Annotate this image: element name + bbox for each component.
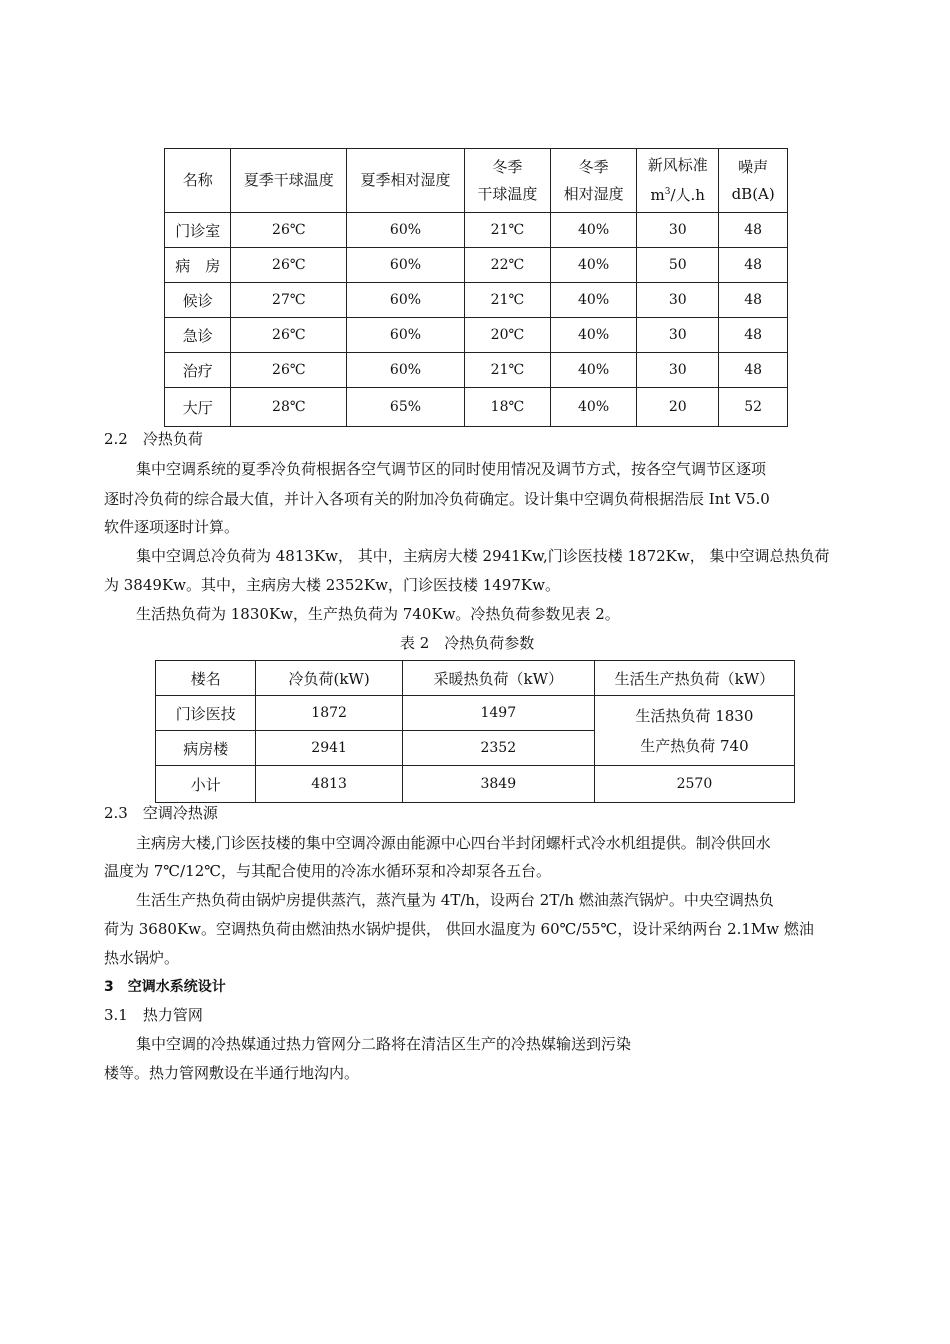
table-cell: 60%	[347, 213, 465, 248]
table-cell: 22℃	[464, 248, 550, 283]
table-row	[165, 353, 788, 388]
paragraph-line: 生活热负荷为 1830Kw，生产热负荷为 740Kw。冷热负荷参数见表 2。	[136, 605, 620, 623]
paragraph-line: 主病房大楼,门诊医技楼的集中空调冷源由能源中心四台半封闭螺杆式冷水机组提供。制冷供回水	[136, 834, 771, 852]
table-cell: 30	[637, 353, 719, 388]
table-cell: 48	[719, 353, 788, 388]
table-cell: 门诊医技	[156, 696, 256, 731]
table-cell: 18℃	[464, 388, 550, 427]
cooling-heating-load-table	[155, 660, 795, 803]
table-cell: 52	[719, 388, 788, 427]
table-cell: 26℃	[231, 213, 347, 248]
table-header-row	[156, 661, 795, 696]
table-cell: 40%	[551, 353, 637, 388]
table-cell: 门诊室	[165, 213, 231, 248]
table-cell: 21℃	[464, 353, 550, 388]
table-caption: 表 2 冷热负荷参数	[400, 634, 535, 652]
table-cell: 48	[719, 213, 788, 248]
table-cell: 26℃	[231, 248, 347, 283]
col-header-building: 楼名	[156, 661, 256, 696]
table-cell: 50	[637, 248, 719, 283]
paragraph-line: 生活生产热负荷由锅炉房提供蒸汽，蒸汽量为 4T/h，设两台 2T/h 燃油蒸汽锅炉。中央空调热负	[136, 891, 774, 909]
table-cell: 48	[719, 283, 788, 318]
table-cell: 大厅	[165, 388, 231, 427]
table-cell: 20	[637, 388, 719, 427]
table-header-row	[165, 149, 788, 213]
paragraph-line: 温度为 7℃/12℃，与其配合使用的冷冻水循环泵和冷却泵各五台。	[104, 862, 552, 880]
table-cell: 21℃	[464, 283, 550, 318]
paragraph-line: 集中空调系统的夏季冷负荷根据各空气调节区的同时使用情况及调节方式，按各空气调节区逐项	[136, 460, 767, 478]
table-cell: 病 房	[165, 248, 231, 283]
table-row	[165, 213, 788, 248]
section-heading-2-2: 2.2 冷热负荷	[104, 430, 203, 448]
col-header-cooling-load: 冷负荷(kW)	[256, 661, 402, 696]
section-heading-3-1: 3.1 热力管网	[104, 1006, 203, 1024]
merged-line: 生产热负荷 740	[640, 736, 749, 755]
merged-cell-process-load	[594, 696, 794, 766]
table-cell: 65%	[347, 388, 465, 427]
paragraph-line: 软件逐项逐时计算。	[104, 518, 240, 536]
col-header-summer-dry-bulb: 夏季干球温度	[231, 149, 347, 213]
table-row	[156, 696, 795, 731]
table-cell: 治疗	[165, 353, 231, 388]
paragraph-line: 集中空调的冷热媒通过热力管网分二路将在清洁区生产的冷热媒输送到污染	[136, 1035, 632, 1053]
table-cell: 26℃	[231, 318, 347, 353]
table-cell: 4813	[256, 766, 402, 803]
paragraph-line: 荷为 3680Kw。空调热负荷由燃油热水锅炉提供， 供回水温度为 60℃/55℃，设计采纳两台 2.1Mw 燃油	[104, 920, 814, 938]
table-cell: 1497	[402, 696, 594, 731]
paragraph-line: 为 3849Kw。其中，主病房大楼 2352Kw，门诊医技楼 1497Kw。	[104, 576, 560, 594]
col-header-winter-humidity: 冬季 相对湿度	[551, 149, 637, 213]
table-cell: 30	[637, 213, 719, 248]
table-cell: 60%	[347, 283, 465, 318]
table-cell: 2352	[402, 731, 594, 766]
table-cell: 1872	[256, 696, 402, 731]
col-header-winter-dry-bulb: 冬季 干球温度	[464, 149, 550, 213]
table-cell: 病房楼	[156, 731, 256, 766]
paragraph-line: 集中空调总冷负荷为 4813Kw， 其中，主病房大楼 2941Kw,门诊医技楼 1872Kw， 集中空调总热负荷	[136, 547, 830, 565]
table-row	[165, 318, 788, 353]
col-header-name: 名称	[165, 149, 231, 213]
table-cell: 急诊	[165, 318, 231, 353]
table-cell: 48	[719, 318, 788, 353]
table-cell: 27℃	[231, 283, 347, 318]
table-cell: 40%	[551, 248, 637, 283]
table-row	[165, 248, 788, 283]
col-header-heating-load: 采暖热负荷（kW）	[402, 661, 594, 696]
table-cell: 60%	[347, 353, 465, 388]
col-header-noise: 噪声 dB(A)	[719, 149, 788, 213]
table-cell: 40%	[551, 283, 637, 318]
table-cell: 40%	[551, 318, 637, 353]
col-header-fresh-air: 新风标准 $m^3/$人.h	[637, 149, 719, 213]
table-cell: 28℃	[231, 388, 347, 427]
paragraph-line: 逐时冷负荷的综合最大值，并计入各项有关的附加冷负荷确定。设计集中空调负荷根据浩辰 Int V5.0	[104, 490, 770, 508]
col-header-process-load: 生活生产热负荷（kW）	[594, 661, 794, 696]
section-heading-2-3: 2.3 空调冷热源	[104, 804, 218, 822]
col-header-summer-humidity: 夏季相对湿度	[347, 149, 465, 213]
paragraph-line: 楼等。热力管网敷设在半通行地沟内。	[104, 1064, 360, 1082]
fresh-air-unit: $m^3/$人.h	[650, 186, 705, 204]
table-cell: 2570	[594, 766, 794, 803]
paragraph-line: 热水锅炉。	[104, 949, 180, 967]
table-cell: 48	[719, 248, 788, 283]
table-cell: 候诊	[165, 283, 231, 318]
table-cell: 2941	[256, 731, 402, 766]
table-row	[165, 388, 788, 427]
table-cell: 26℃	[231, 353, 347, 388]
table-cell: 小计	[156, 766, 256, 803]
table-cell: 40%	[551, 213, 637, 248]
table-cell: 40%	[551, 388, 637, 427]
indoor-design-parameters-table	[164, 148, 788, 427]
table-cell: 30	[637, 318, 719, 353]
table-cell: 60%	[347, 248, 465, 283]
table-cell: 30	[637, 283, 719, 318]
table-cell: 60%	[347, 318, 465, 353]
section-heading-3: 3 空调水系统设计	[104, 979, 226, 995]
table-row	[165, 283, 788, 318]
table-cell: 20℃	[464, 318, 550, 353]
merged-line: 生活热负荷 1830	[635, 706, 754, 725]
table-cell: 3849	[402, 766, 594, 803]
table-cell: 21℃	[464, 213, 550, 248]
table-total-row	[156, 766, 795, 803]
